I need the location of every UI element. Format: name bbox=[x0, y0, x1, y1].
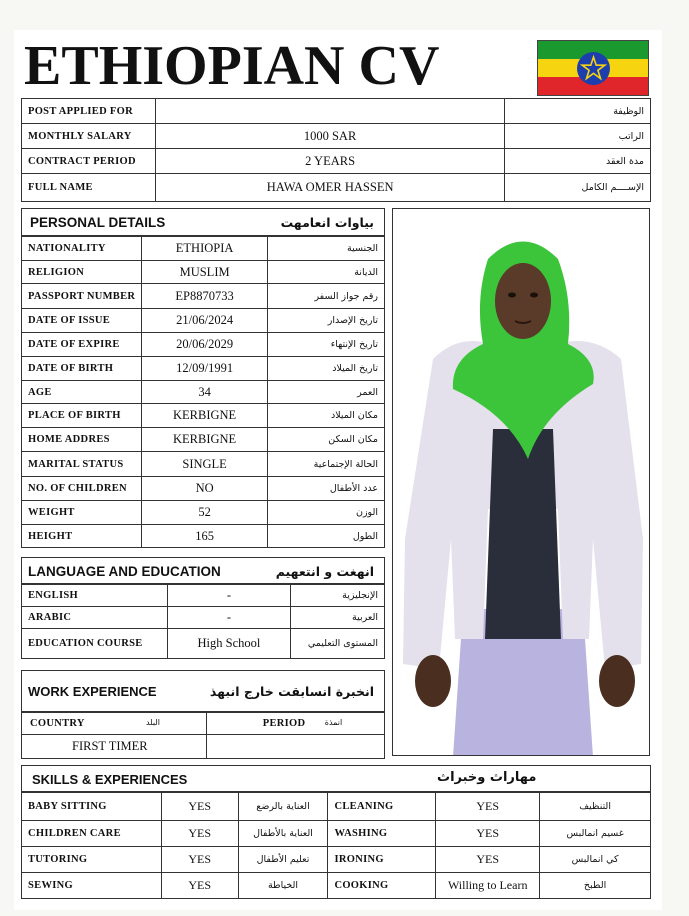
table-row bbox=[22, 309, 385, 333]
language-title-ar: انهغت و انتعهيم bbox=[275, 564, 374, 579]
personal-details-title: PERSONAL DETAILS bbox=[30, 215, 166, 230]
country-label: COUNTRY bbox=[30, 718, 85, 729]
personal-ar: مكان السكن bbox=[267, 428, 384, 452]
personal-value: 34 bbox=[142, 381, 268, 404]
personal-ar: العمر bbox=[267, 381, 384, 404]
period-value bbox=[206, 735, 384, 759]
personal-value: 52 bbox=[142, 501, 268, 525]
table-row bbox=[22, 174, 651, 202]
post-value bbox=[155, 99, 504, 124]
table-row bbox=[22, 501, 385, 525]
personal-ar: الحالة الإجتماعية bbox=[267, 452, 384, 477]
table-row bbox=[22, 452, 385, 477]
salary-label: MONTHLY SALARY bbox=[22, 124, 156, 149]
table-row bbox=[22, 629, 385, 659]
work-header bbox=[21, 670, 385, 712]
personal-ar: عدد الأطفال bbox=[267, 477, 384, 501]
arabic-ar: العربية bbox=[291, 607, 385, 629]
table-row bbox=[22, 793, 651, 821]
personal-value: KERBIGNE bbox=[142, 428, 268, 452]
skill-l2: WASHING bbox=[328, 821, 436, 847]
skills-header bbox=[21, 765, 651, 792]
table-row bbox=[22, 525, 385, 548]
personal-value: EP8870733 bbox=[142, 284, 268, 309]
skill-v1: YES bbox=[161, 821, 238, 847]
personal-ar: الجنسية bbox=[267, 237, 384, 261]
post-ar: الوظيفة bbox=[505, 99, 651, 124]
education-label: EDUCATION COURSE bbox=[22, 629, 168, 659]
arabic-label: ARABIC bbox=[22, 607, 168, 629]
table-row bbox=[22, 713, 385, 735]
skill-l2: COOKING bbox=[328, 873, 436, 899]
skill-v2: YES bbox=[436, 821, 540, 847]
applicant-photo bbox=[392, 208, 650, 756]
skill-l1: TUTORING bbox=[22, 847, 162, 873]
table-row bbox=[22, 585, 385, 607]
table-row bbox=[22, 284, 385, 309]
contract-ar: مدة العقد bbox=[505, 149, 651, 174]
cv-page bbox=[14, 30, 662, 910]
ethiopia-flag-icon bbox=[537, 40, 649, 96]
skill-a1: العناية بالرضع bbox=[238, 793, 328, 821]
period-label: PERIOD bbox=[262, 718, 306, 729]
personal-label: RELIGION bbox=[22, 261, 142, 284]
skill-v2: YES bbox=[436, 847, 540, 873]
skills-title-ar: مهاراث وخبراث bbox=[437, 770, 537, 785]
table-row bbox=[22, 357, 385, 381]
skill-a1: تعليم الأطفال bbox=[238, 847, 328, 873]
personal-value: 20/06/2029 bbox=[142, 333, 268, 357]
personal-details-header bbox=[21, 208, 385, 236]
personal-details-title-ar: بياوات انعامهت bbox=[280, 215, 374, 230]
personal-value: 12/09/1991 bbox=[142, 357, 268, 381]
skill-v1: YES bbox=[161, 847, 238, 873]
personal-ar: تاريخ الميلاد bbox=[267, 357, 384, 381]
post-label: POST APPLIED FOR bbox=[22, 99, 156, 124]
country-ar: البلد bbox=[146, 718, 160, 727]
country-value: FIRST TIMER bbox=[22, 735, 207, 759]
personal-label: DATE OF ISSUE bbox=[22, 309, 142, 333]
skill-v2: YES bbox=[436, 793, 540, 821]
top-info-table bbox=[21, 98, 651, 202]
english-ar: الإنجليزية bbox=[291, 585, 385, 607]
skill-a2: الطبخ bbox=[540, 873, 651, 899]
table-row bbox=[22, 428, 385, 452]
english-value: - bbox=[167, 585, 290, 607]
table-row bbox=[22, 735, 385, 759]
person-photo-icon bbox=[393, 209, 650, 756]
personal-value: ETHIOPIA bbox=[142, 237, 268, 261]
language-table bbox=[21, 584, 385, 659]
education-ar: المستوى التعليمي bbox=[291, 629, 385, 659]
fullname-label: FULL NAME bbox=[22, 174, 156, 202]
personal-label: PLACE OF BIRTH bbox=[22, 404, 142, 428]
salary-ar: الراتب bbox=[505, 124, 651, 149]
personal-ar: تاريخ الإصدار bbox=[267, 309, 384, 333]
skills-table bbox=[21, 792, 651, 899]
skill-a2: التنظيف bbox=[540, 793, 651, 821]
personal-value: 21/06/2024 bbox=[142, 309, 268, 333]
skill-l1: SEWING bbox=[22, 873, 162, 899]
skill-v2: Willing to Learn bbox=[436, 873, 540, 899]
table-row bbox=[22, 261, 385, 284]
personal-label: AGE bbox=[22, 381, 142, 404]
english-label: ENGLISH bbox=[22, 585, 168, 607]
fullname-ar: الإســــم الكامل bbox=[505, 174, 651, 202]
personal-label: NO. OF CHILDREN bbox=[22, 477, 142, 501]
personal-ar: الوزن bbox=[267, 501, 384, 525]
personal-ar: الديانة bbox=[267, 261, 384, 284]
personal-value: MUSLIM bbox=[142, 261, 268, 284]
table-row bbox=[22, 149, 651, 174]
work-title: WORK EXPERIENCE bbox=[28, 684, 157, 699]
table-row bbox=[22, 124, 651, 149]
arabic-value: - bbox=[167, 607, 290, 629]
skill-v1: YES bbox=[161, 873, 238, 899]
skills-title: SKILLS & EXPERIENCES bbox=[32, 772, 188, 787]
education-value: High School bbox=[167, 629, 290, 659]
period-ar: انمذة bbox=[324, 718, 343, 727]
skill-a1: الخياطة bbox=[238, 873, 328, 899]
personal-label: DATE OF BIRTH bbox=[22, 357, 142, 381]
table-row bbox=[22, 873, 651, 899]
personal-value: SINGLE bbox=[142, 452, 268, 477]
work-title-ar: انخبرة انسابقت خارج انبهذ bbox=[209, 684, 374, 699]
skill-a2: كي انمالبس bbox=[540, 847, 651, 873]
table-row bbox=[22, 237, 385, 261]
table-row bbox=[22, 99, 651, 124]
personal-ar: رقم جواز السفر bbox=[267, 284, 384, 309]
salary-value: 1000 SAR bbox=[155, 124, 504, 149]
personal-label: HOME ADDRES bbox=[22, 428, 142, 452]
fullname-value: HAWA OMER HASSEN bbox=[155, 174, 504, 202]
table-row bbox=[22, 381, 385, 404]
contract-label: CONTRACT PERIOD bbox=[22, 149, 156, 174]
personal-ar: تاريخ الإنتهاء bbox=[267, 333, 384, 357]
personal-ar: الطول bbox=[267, 525, 384, 548]
work-table bbox=[21, 712, 385, 759]
table-row bbox=[22, 404, 385, 428]
skill-v1: YES bbox=[161, 793, 238, 821]
table-row bbox=[22, 821, 651, 847]
skill-a2: غسيم انمالبس bbox=[540, 821, 651, 847]
personal-value: NO bbox=[142, 477, 268, 501]
skill-l2: IRONING bbox=[328, 847, 436, 873]
personal-label: HEIGHT bbox=[22, 525, 142, 548]
table-row bbox=[22, 477, 385, 501]
personal-value: 165 bbox=[142, 525, 268, 548]
personal-label: DATE OF EXPIRE bbox=[22, 333, 142, 357]
page-title: ETHIOPIAN CV bbox=[24, 35, 440, 97]
table-row bbox=[22, 333, 385, 357]
language-title: LANGUAGE AND EDUCATION bbox=[28, 564, 221, 579]
skill-l1: CHILDREN CARE bbox=[22, 821, 162, 847]
table-row bbox=[22, 847, 651, 873]
language-header bbox=[21, 557, 385, 584]
skill-a1: العناية بالأطفال bbox=[238, 821, 328, 847]
personal-label: PASSPORT NUMBER bbox=[22, 284, 142, 309]
personal-label: MARITAL STATUS bbox=[22, 452, 142, 477]
personal-label: NATIONALITY bbox=[22, 237, 142, 261]
table-row bbox=[22, 607, 385, 629]
personal-details-table bbox=[21, 236, 385, 548]
contract-value: 2 YEARS bbox=[155, 149, 504, 174]
skill-l2: CLEANING bbox=[328, 793, 436, 821]
personal-value: KERBIGNE bbox=[142, 404, 268, 428]
personal-label: WEIGHT bbox=[22, 501, 142, 525]
skill-l1: BABY SITTING bbox=[22, 793, 162, 821]
personal-ar: مكان الميلاد bbox=[267, 404, 384, 428]
